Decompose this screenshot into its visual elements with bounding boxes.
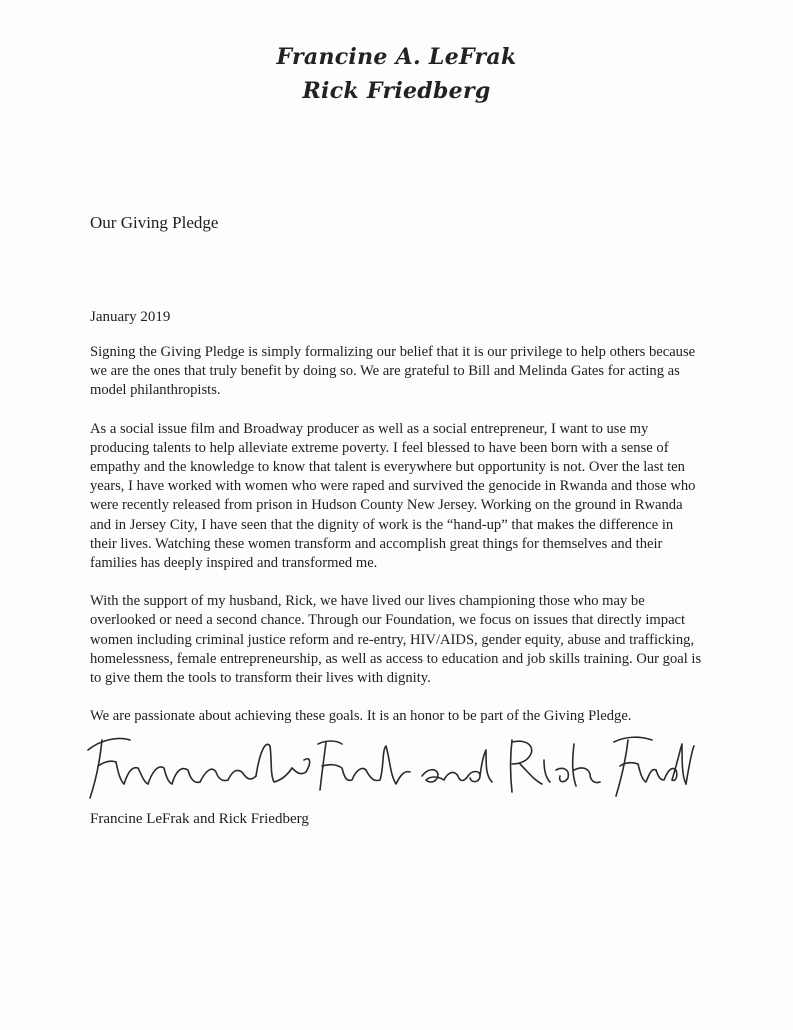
paragraph: We are passionate about achieving these goals. It is an honor to be part of the Giving Pledge. — [90, 708, 632, 725]
signoff-names: Francine LeFrak and Rick Friedberg — [90, 811, 309, 827]
letterhead-name-2: Rick Friedberg — [302, 78, 491, 104]
letter-subject: Our Giving Pledge — [90, 213, 219, 232]
letter-body — [90, 343, 702, 745]
paragraph: Signing the Giving Pledge is simply formalizing our belief that it is our privilege to help others because we are the ones that truly benefit by doing so. We are grateful to Bill and Melinda Gates for acting as model philanthropists. — [90, 344, 696, 399]
letterhead-name-1: Francine A. LeFrak — [276, 44, 517, 70]
letter-date: January 2019 — [90, 309, 171, 325]
paragraph: With the support of my husband, Rick, we have lived our lives championing those who may be overlooked or need a second chance. Through our Foundation, we focus on issues that directly impact women including criminal justice reform and re-entry, HIV/AIDS, gender equity, abuse and trafficking, homelessness, female entrepreneurship, as well as access to education and job skills training. Our goal is to give them the tools to transform their lives with dignity. — [90, 593, 702, 687]
paragraph: As a social issue film and Broadway producer as well as a social entrepreneur, I want to use my producing talents to help alleviate extreme poverty. I feel blessed to have been born with a sense of empathy and the knowledge to know that talent is everywhere but opportunity is not. Over the last ten years, I have worked with women who were raped and survived the genocide in Rwanda and those who were recently released from prison in Hudson County New Jersey. Working on the ground in Rwanda and in Jersey City, I have seen that the dignity of work is the “hand-up” that makes the difference in their lives. Watching these women transform and accomplish great things for themselves and their families has deeply inspired and transformed me. — [90, 420, 696, 572]
letterhead — [0, 40, 793, 108]
handwritten-signature — [60, 710, 700, 805]
